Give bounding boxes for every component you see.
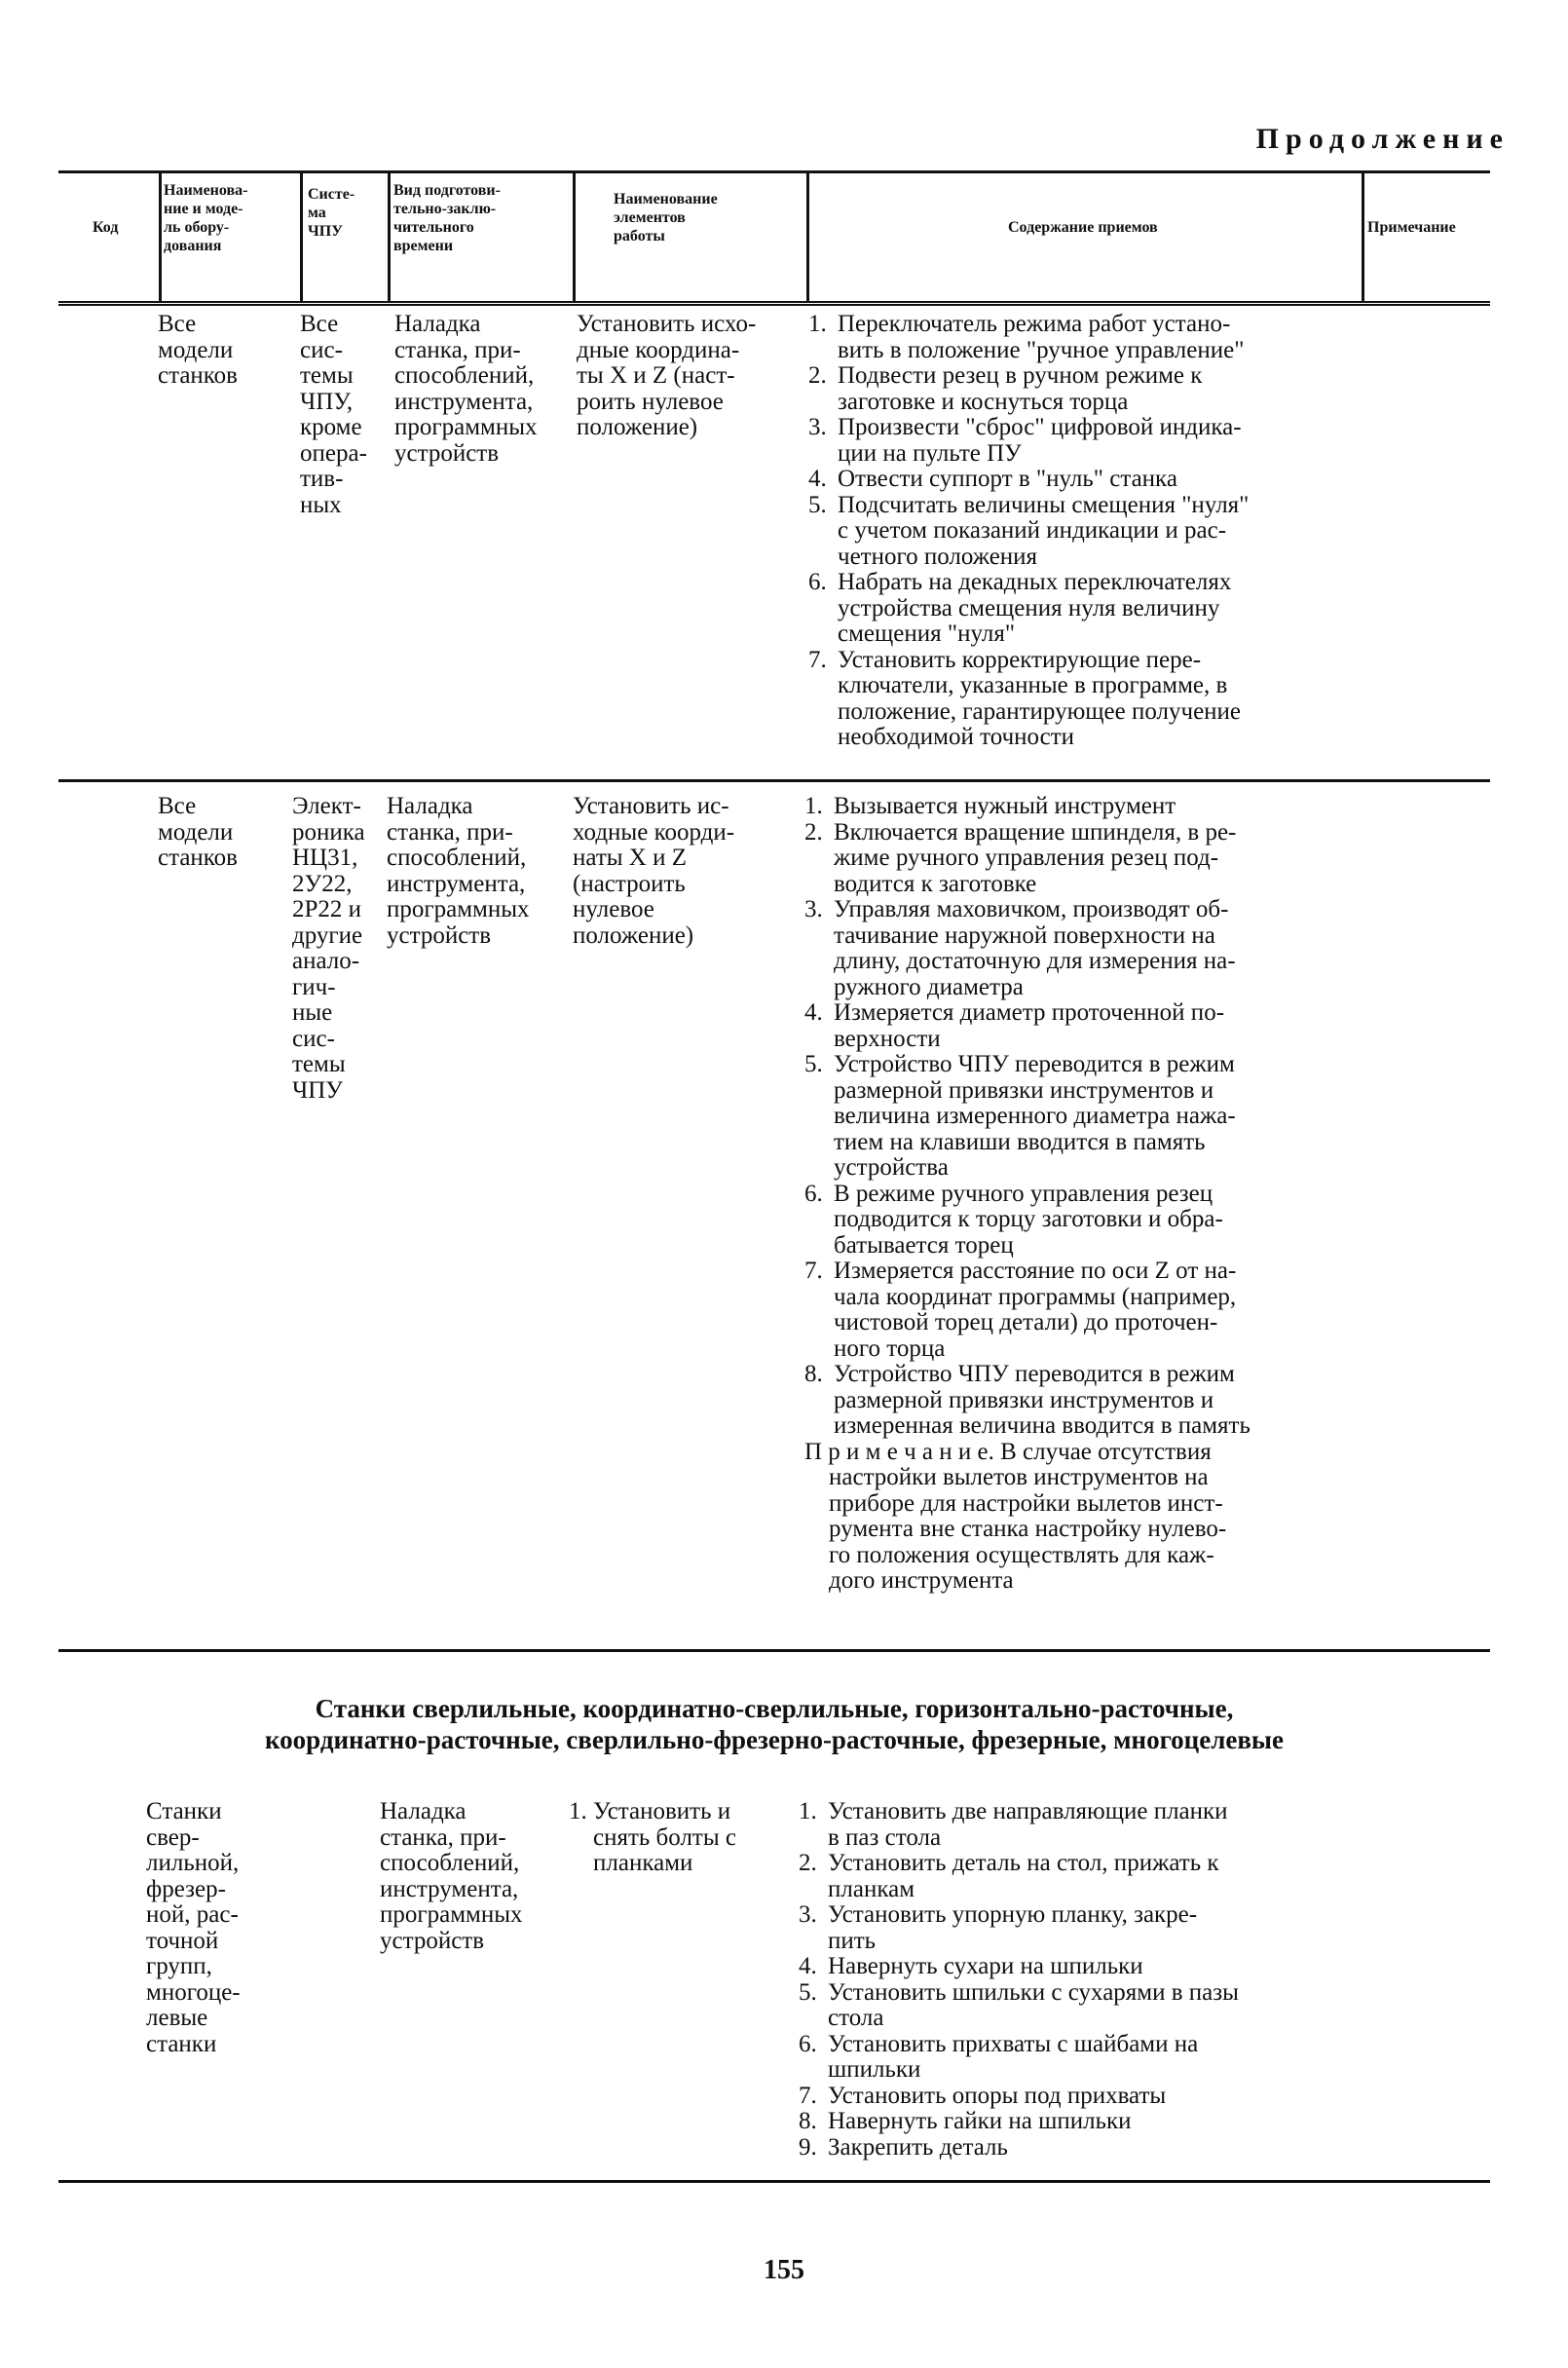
step-item: 4. Измеряется диаметр проточенной по- верхности (804, 999, 1225, 1052)
col-header-code: Код (93, 219, 119, 236)
col-header-notes: Примечание (1367, 219, 1456, 236)
step-item: 1. Вызывается нужный инструмент (804, 793, 1176, 819)
header-divider (1362, 173, 1364, 301)
step-item: 9. Закрепить деталь (799, 2133, 1008, 2161)
section-equipment: Станки свер- лильной, фрезер- ной, рас- точной групп, многоце- левые станки (146, 1798, 241, 2057)
section-work-type: Наладка станка, при- способлений, инструмента, программных устройств (380, 1798, 523, 1954)
col-header-content: Содержание приемов (1008, 219, 1158, 236)
row2-work-type: Наладка станка, при- способлений, инструмента, программных устройств (387, 793, 530, 949)
step-item: 8. Навернуть гайки на шпильки (799, 2108, 1132, 2134)
step-item: 7. Установить корректирующие пере- ключатели, указанные в программе, в положение, гарантирующее получение необходимой точности (808, 646, 1242, 750)
row2-steps (804, 794, 1251, 1595)
header-top-rule (58, 170, 1490, 173)
section-element: 1. Установить и снять болты с планками (569, 1798, 736, 1876)
step-item: 5. Устройство ЧПУ переводится в режим размерной привязки инструментов и величина измеренного диаметра нажа- тием на клавиши вводится в память устройства (804, 1051, 1236, 1181)
row1-cnc-system: Все сис- темы ЧПУ, кроме опера- тив- ных (300, 311, 367, 518)
header-divider (388, 173, 391, 301)
step-item: 2. Установить деталь на стол, прижать к планкам (799, 1850, 1219, 1902)
step-item: 6. Набрать на декадных переключателях устройства смещения нуля величину смещения "нуля" (808, 569, 1232, 647)
step-item: 5. Подсчитать величины смещения "нуля" с учетом показаний индикации и рас- четного положения (808, 491, 1250, 570)
step-item: 8. Устройство ЧПУ переводится в режим размерной привязки инструментов и измеренная величина вводится в память (804, 1361, 1251, 1439)
row-separator (58, 779, 1490, 782)
section-title: Станки сверлильные, координатно-сверлильные, горизонтально-расточные, координатно-расточные, сверлильно-фрезерно-расточные, фрезерные, многоцелевые (264, 1694, 1284, 1754)
row1-equipment: Все модели станков (158, 311, 238, 389)
section-steps (799, 1799, 1239, 2161)
step-item: 2. Включается вращение шпинделя, в ре- жиме ручного управления резец под- водится к заготовке (804, 818, 1237, 897)
step-item: 4. Навернуть сухари на шпильки (799, 1953, 1143, 1979)
step-item: 1. Установить две направляющие планки в паз стола (799, 1798, 1228, 1851)
header-divider (806, 173, 809, 301)
section-bottom-rule (58, 2180, 1490, 2183)
row2-cnc-system: Элект- роника НЦ31, 2У22, 2Р22 и другие анало- гич- ные сис- темы ЧПУ (292, 793, 365, 1104)
col-header-equipment: Наименова- ние и моде- ль обору- дования (164, 182, 248, 254)
step-item: 7. Измеряется расстояние по оси Z от на- чала координат программы (например, чистовой торец детали) до проточен- ного торца (804, 1258, 1237, 1362)
continuation-label: Продолжение (1255, 123, 1510, 155)
col-header-elements: Наименование элементов работы (614, 191, 718, 244)
step-item: 2. Подвести резец в ручном режиме к заготовке и коснуться торца (808, 362, 1203, 415)
step-item: 3. Установить упорную планку, закре- пить (799, 1901, 1198, 1954)
step-item: 6. Установить прихваты с шайбами на шпильки (799, 2030, 1199, 2083)
header-divider (300, 173, 303, 301)
header-divider (159, 173, 162, 301)
step-item: 6. В режиме ручного управления резец подводится к торцу заготовки и обра- батывается торец (804, 1180, 1223, 1259)
header-bottom-rule (58, 301, 1490, 306)
row2-note: П р и м е ч а н и е. В случае отсутствия настройки вылетов инструментов на приборе для настройки вылетов инст- румента вне станка настройку нулево- го положения осуществлять для каж- дого инструмента (804, 1438, 1227, 1594)
page-number: 155 (764, 2255, 804, 2285)
row2-element: Установить ис- ходные коорди- наты X и Z (настроить нулевое положение) (573, 793, 735, 949)
header-divider (573, 173, 576, 301)
step-item: 3. Управляя маховичком, производят об- тачивание наружной поверхности на длину, достаточную для измерения на- ружного диаметра (804, 896, 1236, 1000)
row2-equipment: Все модели станков (158, 793, 238, 871)
col-header-cnc-system: Систе- ма ЧПУ (308, 186, 355, 240)
step-item: 4. Отвести суппорт в "нуль" станка (808, 466, 1177, 492)
step-item: 5. Установить шпильки с сухарями в пазы стола (799, 1978, 1239, 2031)
step-item: 3. Произвести "сброс" цифровой индика- ции на пульте ПУ (808, 414, 1242, 467)
row1-element: Установить исхо- дные координа- ты X и Z (наст- роить нулевое положение) (577, 311, 757, 440)
table-bottom-rule (58, 1649, 1490, 1652)
row1-steps (808, 312, 1249, 751)
step-item: 1. Переключатель режима работ устано- вить в положение "ручное управление" (808, 311, 1245, 363)
row1-work-type: Наладка станка, при- способлений, инструмента, программных устройств (394, 311, 538, 467)
col-header-work-type: Вид подготови- тельно-заклю- чительного времени (393, 182, 501, 254)
step-item: 7. Установить опоры под прихваты (799, 2082, 1167, 2109)
